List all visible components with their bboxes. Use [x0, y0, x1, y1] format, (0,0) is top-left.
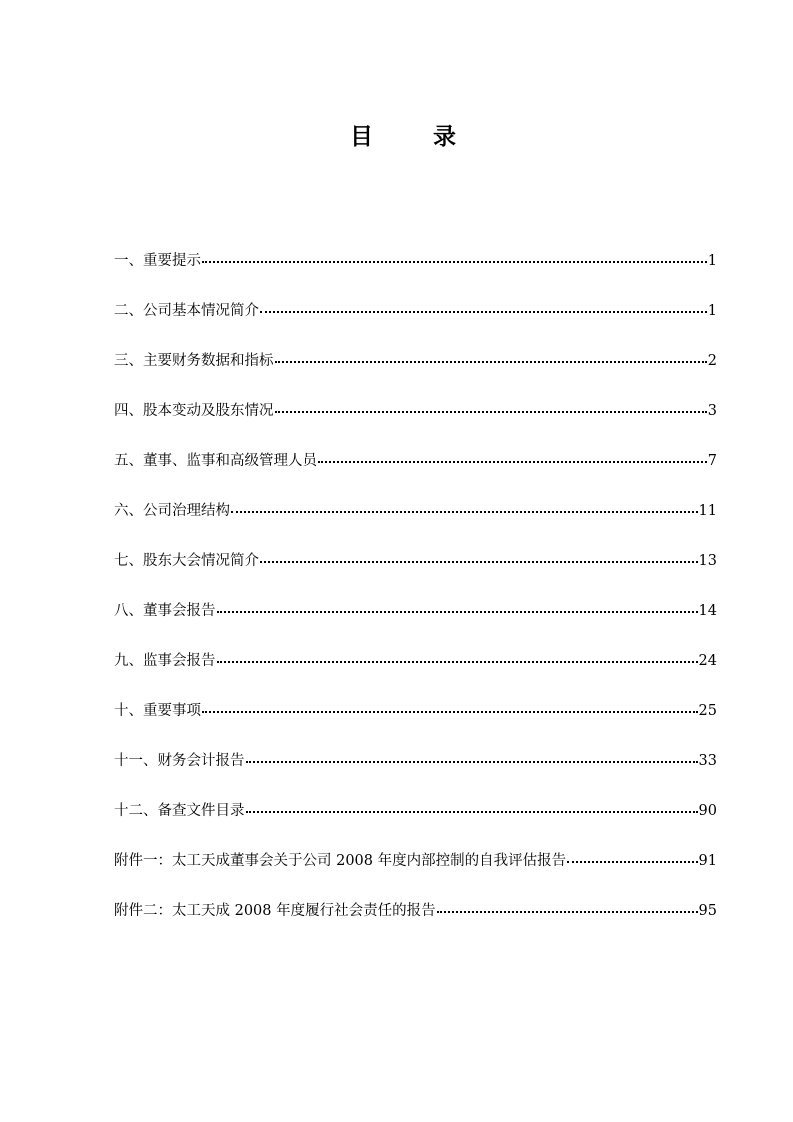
- toc-entry-page: 11: [698, 503, 717, 519]
- toc-entry-label: 一、重要提示: [114, 253, 201, 269]
- toc-entry-page: 1: [707, 303, 717, 319]
- toc-entry-label: 三、主要财务数据和指标: [114, 353, 274, 369]
- toc-entry-page: 13: [698, 553, 717, 569]
- toc-entry[interactable]: [114, 873, 717, 923]
- toc-entry[interactable]: [114, 423, 717, 473]
- dot-leader: [217, 661, 698, 663]
- toc-entry[interactable]: [114, 673, 717, 723]
- dot-leader: [202, 711, 698, 713]
- toc-entry-page: 95: [698, 903, 717, 919]
- dot-leader: [202, 261, 707, 263]
- dot-leader: [275, 361, 707, 363]
- toc-entry-page: 3: [707, 403, 717, 419]
- toc-entry[interactable]: [114, 473, 717, 523]
- toc-entry-page: 2: [707, 353, 717, 369]
- toc-entry-label: 五、董事、监事和高级管理人员: [114, 453, 317, 469]
- toc-entry[interactable]: [114, 773, 717, 823]
- toc-entry-label: 七、股东大会情况简介: [114, 553, 259, 569]
- toc-entry-label: 八、董事会报告: [114, 603, 216, 619]
- toc-entry-label: 九、监事会报告: [114, 653, 216, 669]
- toc-entry-label: 附件一：太工天成董事会关于公司 2008 年度内部控制的自我评估报告: [114, 853, 567, 869]
- dot-leader: [246, 811, 698, 813]
- toc-entry-label: 十二、备查文件目录: [114, 803, 245, 819]
- dot-leader: [260, 311, 707, 313]
- toc-entry-label: 附件二：太工天成 2008 年度履行社会责任的报告: [114, 903, 436, 919]
- toc-entry-label: 十一、财务会计报告: [114, 753, 245, 769]
- dot-leader: [260, 561, 698, 563]
- toc-title: 目 录: [349, 124, 482, 150]
- toc-entry-page: 14: [698, 603, 717, 619]
- toc-entry-page: 90: [698, 803, 717, 819]
- toc-entry[interactable]: [114, 823, 717, 873]
- toc-entry-label: 二、公司基本情况简介: [114, 303, 259, 319]
- dot-leader: [437, 911, 698, 913]
- toc-entry-page: 33: [698, 753, 717, 769]
- toc-entry[interactable]: [114, 373, 717, 423]
- dot-leader: [231, 511, 698, 513]
- toc-entry[interactable]: [114, 323, 717, 373]
- dot-leader: [217, 611, 698, 613]
- toc-entry[interactable]: [114, 523, 717, 573]
- dot-leader: [246, 761, 698, 763]
- toc-entry-label: 四、股本变动及股东情况: [114, 403, 274, 419]
- toc-entry-page: 1: [707, 253, 717, 269]
- toc-entry[interactable]: [114, 723, 717, 773]
- toc-entry-label: 六、公司治理结构: [114, 503, 230, 519]
- dot-leader: [318, 461, 707, 463]
- toc-entry[interactable]: [114, 273, 717, 323]
- toc-entry[interactable]: [114, 573, 717, 623]
- toc-entry[interactable]: [114, 623, 717, 673]
- toc-entry[interactable]: [114, 223, 717, 273]
- toc-entry-page: 24: [698, 653, 717, 669]
- toc-entry-label: 十、重要事项: [114, 703, 201, 719]
- dot-leader: [275, 411, 707, 413]
- dot-leader: [567, 861, 697, 863]
- toc-entry-page: 91: [698, 853, 717, 869]
- toc-entry-page: 7: [707, 453, 717, 469]
- table-of-contents: [114, 223, 717, 923]
- toc-entry-page: 25: [698, 703, 717, 719]
